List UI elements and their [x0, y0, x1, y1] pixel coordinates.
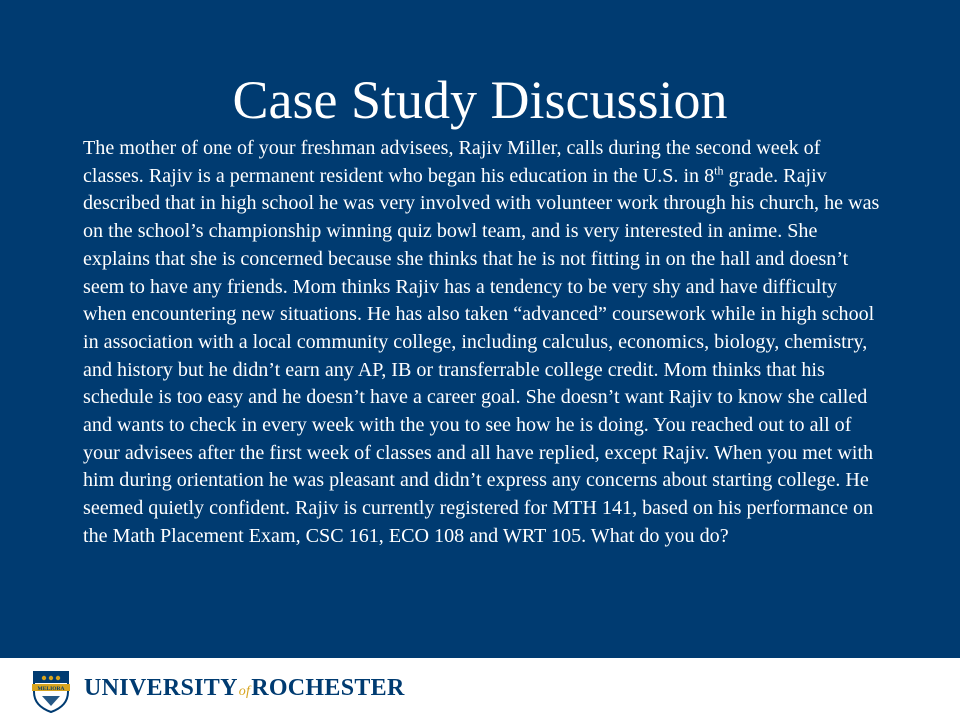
- case-study-text: [83, 135, 883, 551]
- body-text-part-2: grade. Rajiv described that in high school he was very involved with volunteer work through his church, he was on the school’s championship winning quiz bowl team, and is very interested in anime. She explains that she is concerned because she thinks that he is not fitting in on the hall and doesn’t seem to have any friends. Mom thinks Rajiv has a tendency to be very shy and have difficulty when encountering new situations. He has also taken “advanced” coursework while in high school in association with a local community college, including calculus, economics, biology, chemistry, and history but he didn’t earn any AP, IB or transferrable college credit. Mom thinks that his schedule is too easy and he doesn’t have a career goal. She doesn’t want Rajiv to know she called and wants to check in every week with the you to see how he is doing. You reached out to all of your advisees after the first week of classes and all have replied, except Rajiv. When you met with him during orientation he was pleasant and didn’t express any concerns about starting college. He seemed quietly confident. Rajiv is currently registered for MTH 141, based on his performance on the Math Placement Exam, CSC 161, ECO 108 and WRT 105. What do you do?: [83, 164, 880, 547]
- ordinal-superscript: th: [714, 163, 724, 178]
- slide-title: Case Study Discussion: [232, 70, 728, 130]
- svg-text:MELIORA: MELIORA: [37, 686, 65, 692]
- university-seal-logo: [30, 666, 72, 714]
- wordmark-university: UNIVERSITY: [84, 675, 238, 701]
- wordmark-rochester: ROCHESTER: [251, 675, 405, 701]
- university-wordmark: [84, 673, 405, 703]
- wordmark-of: of: [238, 684, 251, 699]
- footer: [0, 658, 960, 720]
- case-study-paragraph: [83, 135, 883, 551]
- body-text-part-1: The mother of one of your freshman advisees, Rajiv Miller, calls during the second week of classes. Rajiv is a permanent resident who began his education in the U.S. in 8: [83, 137, 821, 187]
